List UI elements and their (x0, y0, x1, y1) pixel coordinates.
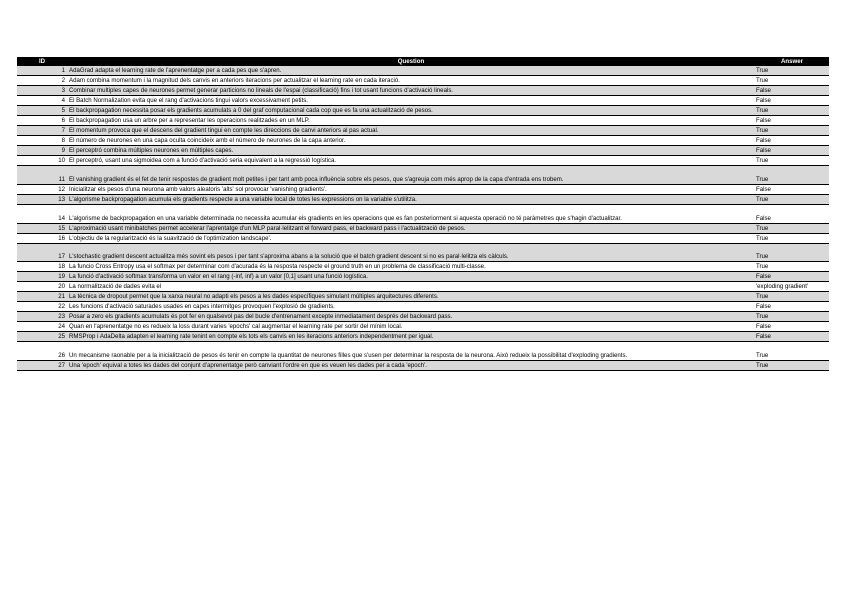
row-answer-cell: False (755, 86, 829, 96)
row-id-cell: 8 (17, 136, 67, 146)
row-id-cell: 3 (17, 86, 67, 96)
table-row (17, 106, 829, 116)
row-answer-cell: False (755, 302, 829, 312)
table-row (17, 342, 829, 361)
row-question-cell: Posar a zero els gradients acumulats és pot fer en qualsevol pas del bucle d'entrenament excepte inmediatament després del backward pass. (67, 312, 755, 322)
table-row (17, 205, 829, 224)
row-question-cell: El vanishing gradient és el fet de tenir respostes de gradient molt petites i per tant amb poca influència sobre els pesos, que s'agreuja com més aprop de la capa d'entrada ens trobem. (67, 166, 755, 185)
header-row (17, 57, 829, 66)
table-row (17, 262, 829, 272)
row-question-cell: L'objectiu de la regularització és la suavització de l'optimization landscape'. (67, 234, 755, 244)
table-row (17, 156, 829, 166)
row-answer-cell: False (755, 136, 829, 146)
row-id-cell: 5 (17, 106, 67, 116)
row-id-cell: 4 (17, 96, 67, 106)
table-row (17, 116, 829, 126)
table-row (17, 76, 829, 86)
row-answer-cell: True (755, 361, 829, 371)
row-id-cell: 26 (17, 342, 67, 361)
row-answer-cell: 'exploding gradient' (755, 282, 829, 292)
row-question-cell: AdaGrad adapta el learning rate de l'aprenentatge per a cada pes que s'apren. (67, 66, 755, 76)
row-answer-cell: True (755, 312, 829, 322)
row-question-cell: Les funcions d'activació saturades usades en capes intermitges provoquen l'explosió de gradients. (67, 302, 755, 312)
row-question-cell: Una 'epoch' equival a totes les dades del conjunt d'aprenentatge però canviant l'ordre en que es veuen les dades per a cada 'epoch'. (67, 361, 755, 371)
table-row (17, 126, 829, 136)
row-answer-cell: True (755, 156, 829, 166)
row-id-cell: 13 (17, 195, 67, 205)
row-id-cell: 21 (17, 292, 67, 302)
questions-sheet (17, 57, 829, 371)
row-question-cell: El Batch Normalization evita que el rang d'activacions tingui valors excessivament petits. (67, 96, 755, 106)
table-row (17, 136, 829, 146)
row-id-cell: 14 (17, 205, 67, 224)
row-id-cell: 27 (17, 361, 67, 371)
row-question-cell: L'aproximació usant minibatches permet accelerar l'aprentatge d'un MLP paral·lelitzant el forward pass, el backward pass i l'actualització de pesos. (67, 224, 755, 234)
row-question-cell: Un mecanisme raonable per a la inicialització de pesos és tenir en compte la quantitat de neurones filles que s'usen per determinar la resposta de la neurona. Això redueix la possibilitat d'exploding gradients. (67, 342, 755, 361)
row-answer-cell: False (755, 332, 829, 342)
row-id-cell: 7 (17, 126, 67, 136)
table-row (17, 244, 829, 262)
row-question-cell: L'algorisme de backpropagation en una variable determinada no necessita acumular els gradients en les operacions que es fan posteriorment si aquesta operació no té paràmetres que s'hagin d'actualitzar. (67, 205, 755, 224)
row-answer-cell: True (755, 126, 829, 136)
row-question-cell: Combinar multiples capes de neurones permet generar particions no lineals de l'espai (classificació) fins i tot usant funcions d'activació lineals. (67, 86, 755, 96)
row-id-cell: 23 (17, 312, 67, 322)
row-id-cell: 15 (17, 224, 67, 234)
row-question-cell: El backpropagation necessita posar els gradients acumulats a 0 del graf computacional cada cop que es fa una actualització de pesos. (67, 106, 755, 116)
row-id-cell: 22 (17, 302, 67, 312)
header-question: Question (67, 57, 755, 66)
row-answer-cell: False (755, 322, 829, 332)
table-row (17, 195, 829, 205)
table-row (17, 272, 829, 282)
table-row (17, 96, 829, 106)
table-row (17, 322, 829, 332)
table-row (17, 332, 829, 342)
row-question-cell: El perceptró combina múltiples neurones en múltiples capes. (67, 146, 755, 156)
row-answer-cell: False (755, 96, 829, 106)
row-id-cell: 9 (17, 146, 67, 156)
row-question-cell: El momentum provoca que el descens del gradient tingui en compte les direccions de canvi anteriors al pas actual. (67, 126, 755, 136)
row-answer-cell: True (755, 66, 829, 76)
row-question-cell: El número de neurones en una capa oculta coincideix amb el número de neurones de la capa anterior. (67, 136, 755, 146)
row-id-cell: 10 (17, 156, 67, 166)
row-answer-cell: True (755, 76, 829, 86)
row-id-cell: 20 (17, 282, 67, 292)
row-question-cell: Inicialitzar els pesos d'una neurona amb valors aleatoris 'alts' sol provocar 'vanishing gradients'. (67, 185, 755, 195)
table-row (17, 234, 829, 244)
table-row (17, 282, 829, 292)
row-answer-cell: True (755, 292, 829, 302)
row-answer-cell: True (755, 106, 829, 116)
row-answer-cell: True (755, 262, 829, 272)
table-row (17, 302, 829, 312)
row-question-cell: Quan en l'aprenentatge no es redueix la loss durant varies 'epochs' cal augmentar el learning rate per sortir del mínim local. (67, 322, 755, 332)
row-answer-cell: True (755, 234, 829, 244)
row-id-cell: 1 (17, 66, 67, 76)
table-row (17, 292, 829, 302)
row-question-cell: El perceptró, usant una sigmoidea com a funció d'activació seria equivalent a la regressió logística. (67, 156, 755, 166)
row-question-cell: RMSProp i AdaDelta adapten el learning rate tenint en compte els tots els canvis en les iteracions anteriors independentment per igual. (67, 332, 755, 342)
row-answer-cell: True (755, 195, 829, 205)
row-answer-cell: True (755, 244, 829, 262)
row-answer-cell: True (755, 342, 829, 361)
table-row (17, 66, 829, 76)
row-question-cell: L'stochastic gradient descent actualitza més sovint els pesos i per tant s'aproxima abans a la solució que el batch gradient descent si no es paral·lelitza els càlculs. (67, 244, 755, 262)
row-answer-cell: False (755, 205, 829, 224)
row-question-cell: La tècnica de dropout permet que la xarxa neural no adapti els pesos a les dades específiques simulant múltiples arquitectures diferents. (67, 292, 755, 302)
header-answer: Answer (755, 57, 829, 66)
row-question-cell: El backpropagation usa un arbre per a representar les operacions realitzades en un MLP. (67, 116, 755, 126)
row-id-cell: 12 (17, 185, 67, 195)
table-row (17, 86, 829, 96)
table-row (17, 361, 829, 371)
table-row (17, 146, 829, 156)
row-id-cell: 11 (17, 166, 67, 185)
table-row (17, 166, 829, 185)
row-question-cell: L'algorisme backpropagation acumula els gradients respecte a una variable local de totes les expressions on la variable s'utilitza. (67, 195, 755, 205)
row-answer-cell: True (755, 224, 829, 234)
row-question-cell: La funció d'activació softmax transforma un valor en el rang (-inf, inf) a un valor [0,1] usant una funció logística. (67, 272, 755, 282)
row-answer-cell: False (755, 146, 829, 156)
row-id-cell: 25 (17, 332, 67, 342)
row-question-cell: La funcio Cross Entropy usa el softmax per determinar com d'acurada és la resposta respecte el ground truth en un problema de classificació multi-classe. (67, 262, 755, 272)
row-id-cell: 2 (17, 76, 67, 86)
table-row (17, 185, 829, 195)
row-answer-cell: True (755, 166, 829, 185)
table-row (17, 312, 829, 322)
row-id-cell: 6 (17, 116, 67, 126)
header-id: ID (17, 57, 67, 66)
row-id-cell: 18 (17, 262, 67, 272)
row-answer-cell: False (755, 116, 829, 126)
questions-table (17, 57, 829, 371)
table-row (17, 224, 829, 234)
row-question-cell: La normalització de dades evita el (67, 282, 755, 292)
row-id-cell: 24 (17, 322, 67, 332)
row-id-cell: 19 (17, 272, 67, 282)
row-id-cell: 17 (17, 244, 67, 262)
row-id-cell: 16 (17, 234, 67, 244)
row-answer-cell: False (755, 272, 829, 282)
row-answer-cell: False (755, 185, 829, 195)
row-question-cell: Adam combina momentum i la magnitud dels canvis en anteriors iteracions per actualitzar el learning rate en cada iteració. (67, 76, 755, 86)
